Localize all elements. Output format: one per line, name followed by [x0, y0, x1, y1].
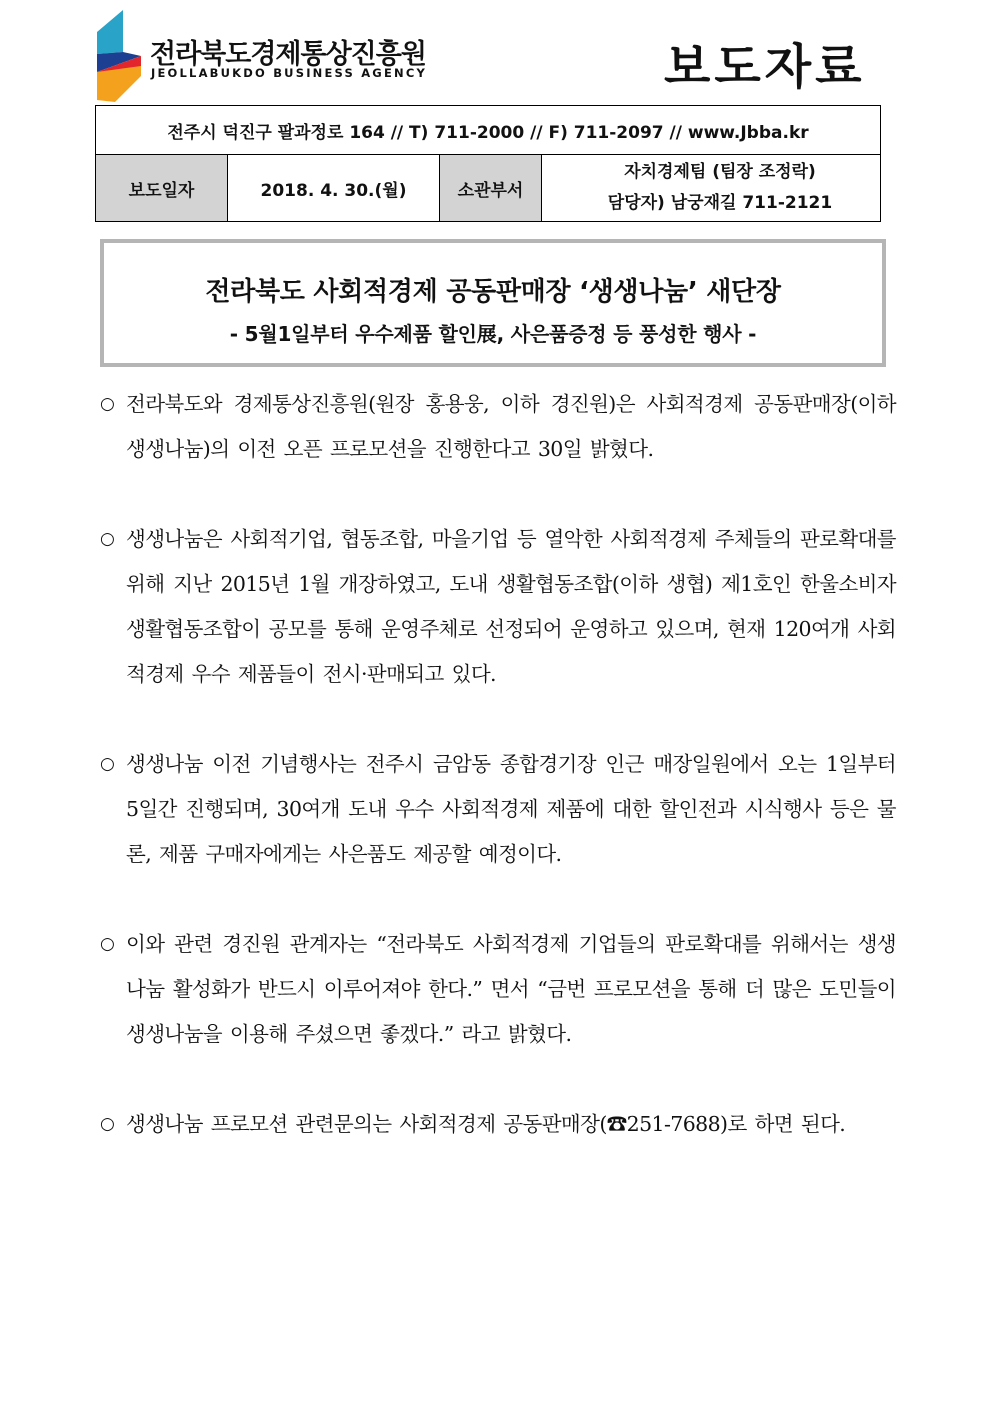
article-body: [100, 382, 896, 1192]
paragraph-text: 생생나눔은 사회적기업, 협동조합, 마을기업 등 열악한 사회적경제 주체들의 판로확대를 위해 지난 2015년 1월 개장하였고, 도내 생활협동조합(이하 생협) 제1호인 한울소비자생활협동조합이 공모를 통해 운영주체로 선정되어 운영하고 있으며, 현재 120여개 사회적경제 우수 제품들이 전시·판매되고 있다.: [126, 527, 896, 686]
dept-info: [542, 155, 881, 222]
dept-label: 소관부서: [440, 155, 542, 222]
paragraph-text: 생생나눔 이전 기념행사는 전주시 금암동 종합경기장 인근 매장일원에서 오는 1일부터 5일간 진행되며, 30여개 도내 우수 사회적경제 제품에 대한 할인전과 시식행사 등은 물론, 제품 구매자에게는 사은품도 제공할 예정이다.: [126, 752, 896, 866]
bullet-marker: ○: [100, 529, 115, 549]
document-type-title: 보도자료: [664, 39, 866, 95]
paragraph: [100, 1102, 896, 1147]
paragraph-text: 전라북도와 경제통상진흥원(원장 홍용웅, 이하 경진원)은 사회적경제 공동판매장(이하 생생나눔)의 이전 오픈 프로모션을 진행한다고 30일 밝혔다.: [126, 392, 896, 461]
org-name-en: JEOLLABUKDO BUSINESS AGENCY: [151, 66, 427, 80]
press-info-table: [95, 105, 881, 222]
dept-contact: 담당자) 남궁재길 711-2121: [607, 193, 833, 213]
bullet-marker: ○: [100, 754, 115, 774]
agency-logo-icon: [93, 10, 143, 102]
dept-team: 자치경제팀 (팀장 조정락): [624, 162, 816, 182]
headline-subtitle: - 5월1일부터 우수제품 할인展, 사은품증정 등 풍성한 행사 -: [229, 322, 757, 346]
paragraph: [100, 382, 896, 472]
headline-title: 전라북도 사회적경제 공동판매장 ‘생생나눔’ 새단장: [205, 277, 781, 307]
bullet-marker: ○: [100, 934, 115, 954]
contact-info: 전주시 덕진구 팔과정로 164 // T) 711-2000 // F) 711-2097 // www.Jbba.kr: [96, 106, 881, 155]
date-dept-row: [96, 155, 881, 222]
date-label: 보도일자: [96, 155, 228, 222]
date-value: 2018. 4. 30.(월): [228, 155, 440, 222]
headline-box: [100, 239, 886, 367]
org-name-ko: 전라북도경제통상진흥원: [150, 39, 426, 70]
paragraph: [100, 742, 896, 877]
bullet-marker: ○: [100, 1114, 115, 1134]
paragraph: [100, 517, 896, 697]
logo-blue-shape: [97, 10, 123, 54]
paragraph-text: 생생나눔 프로모션 관련문의는 사회적경제 공동판매장(☎251-7688)로 하면 된다.: [126, 1112, 846, 1136]
bullet-marker: ○: [100, 394, 115, 414]
paragraph-text: 이와 관련 경진원 관계자는 “전라북도 사회적경제 기업들의 판로확대를 위해서는 생생나눔 활성화가 반드시 이루어져야 한다.” 면서 “금번 프로모션을 통해 더 많은 도민들이 생생나눔을 이용해 주셨으면 좋겠다.” 라고 밝혔다.: [126, 932, 896, 1046]
paragraph: [100, 922, 896, 1057]
contact-row: [96, 106, 881, 155]
